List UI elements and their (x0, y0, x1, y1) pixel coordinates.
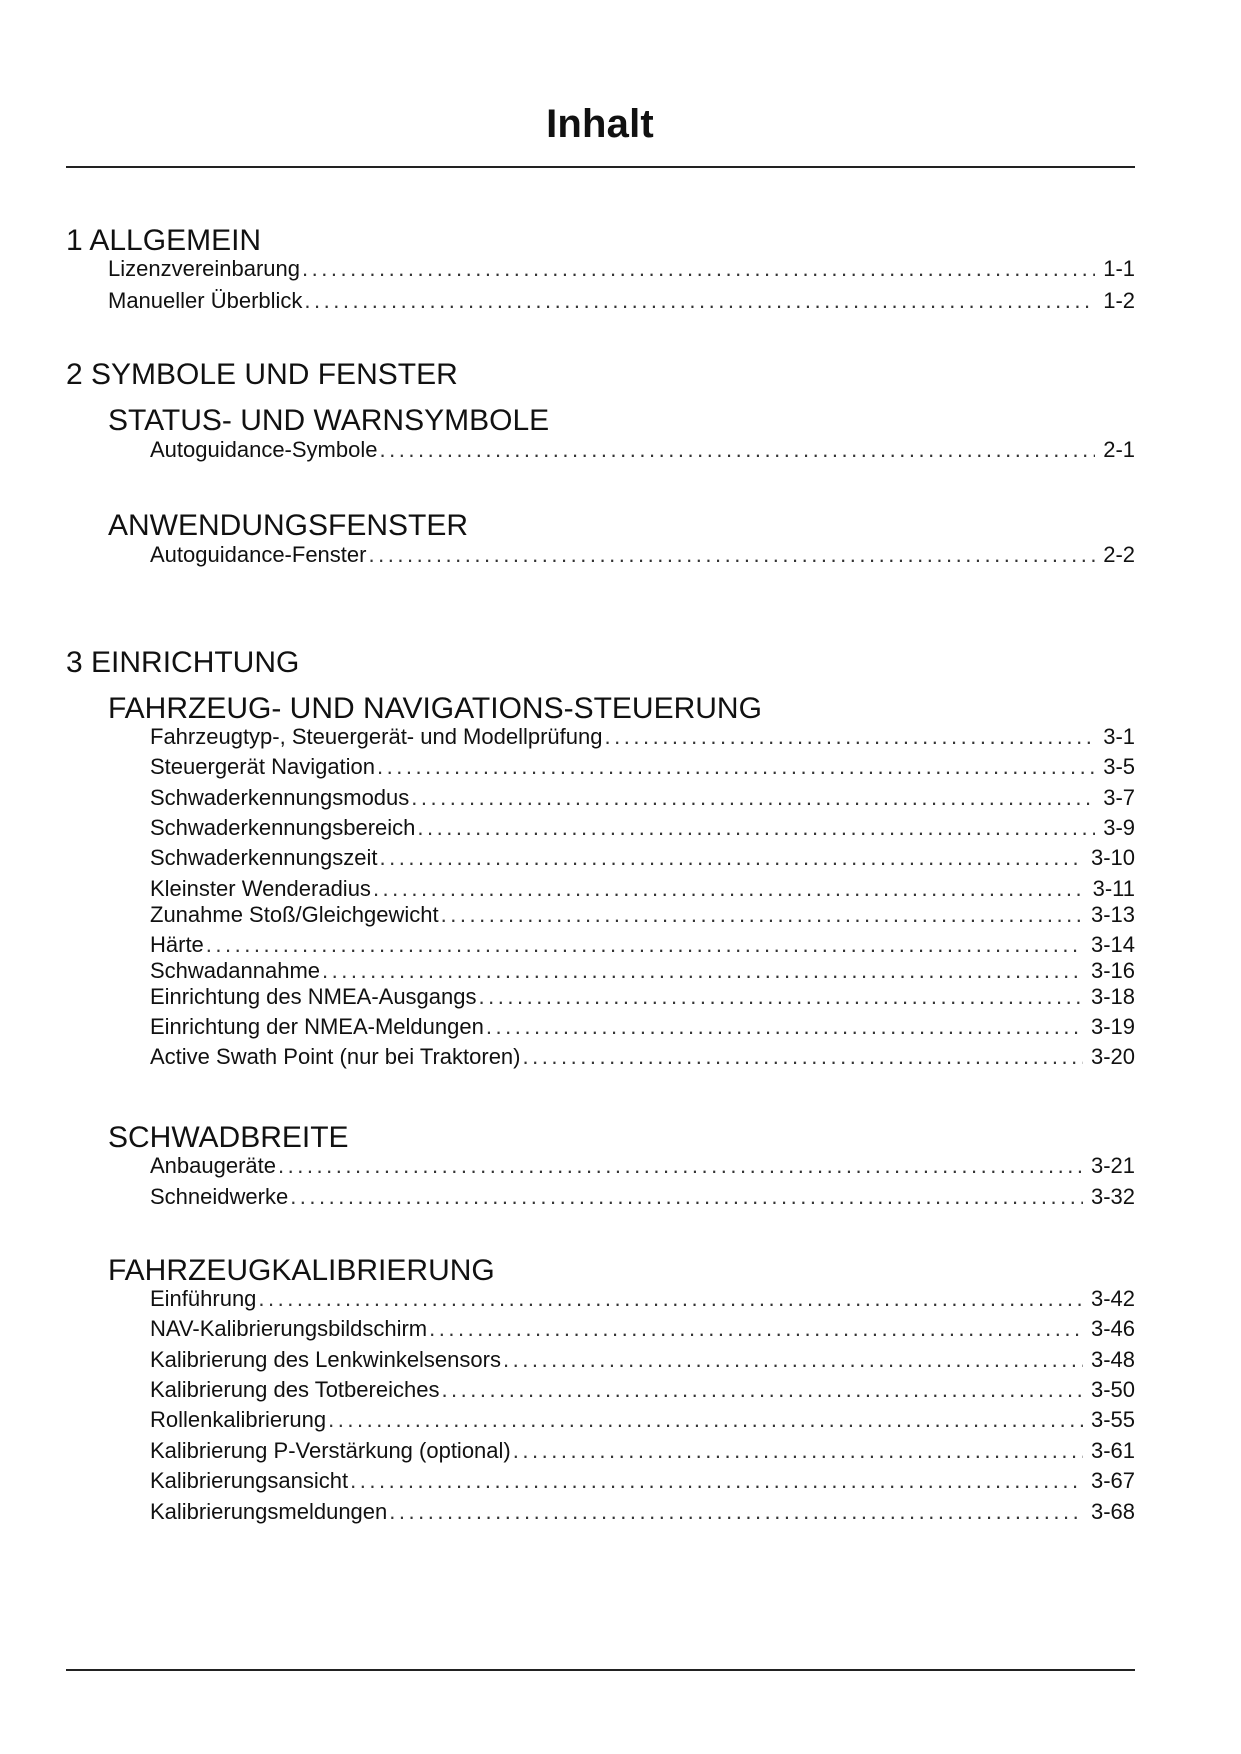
dot-leader (523, 1044, 1083, 1070)
toc-entry-label: Schneidwerke (150, 1184, 289, 1209)
dot-leader (290, 1184, 1083, 1210)
subsection-heading-schwadbreite: SCHWADBREITE (108, 1121, 349, 1154)
toc-entry-page: 3-48 (1090, 1347, 1135, 1372)
toc-entry[interactable] (150, 1347, 1135, 1373)
toc-entry-page: 3-21 (1090, 1153, 1135, 1178)
toc-entry[interactable] (108, 288, 1135, 314)
toc-entry[interactable] (150, 845, 1135, 871)
toc-entry-label: Kalibrierung des Lenkwinkelsensors (150, 1347, 501, 1372)
toc-entry-page: 3-55 (1090, 1407, 1135, 1432)
toc-entry-label: Anbaugeräte (150, 1153, 276, 1178)
toc-entry[interactable] (150, 984, 1135, 1010)
toc-entry-label: Kalibrierungsansicht (150, 1468, 349, 1493)
toc-entry-page: 1-1 (1103, 256, 1135, 281)
page-title: Inhalt (546, 102, 654, 146)
toc-entry-page: 3-19 (1090, 1014, 1135, 1039)
header-divider (66, 166, 1135, 168)
dot-leader (379, 437, 1095, 463)
toc-entry[interactable] (150, 724, 1135, 750)
dot-leader (417, 815, 1095, 841)
toc-entry[interactable] (150, 932, 1135, 958)
toc-entry-label: Rollenkalibrierung (150, 1407, 327, 1432)
section-heading-einrichtung: 3 EINRICHTUNG (66, 646, 300, 679)
dot-leader (328, 1407, 1083, 1433)
dot-leader (350, 1468, 1083, 1494)
toc-entry[interactable] (150, 1044, 1135, 1070)
toc-entry-page: 3-10 (1090, 845, 1135, 870)
toc-entry-page: 3-16 (1090, 958, 1135, 983)
toc-entry[interactable] (150, 1377, 1135, 1403)
toc-entry[interactable] (150, 1014, 1135, 1040)
toc-entry[interactable] (150, 1316, 1135, 1342)
toc-entry-page: 3-50 (1090, 1377, 1135, 1402)
toc-entry-page: 2-1 (1103, 437, 1135, 462)
dot-leader (373, 876, 1085, 902)
dot-leader (278, 1153, 1083, 1179)
toc-entry-page: 3-18 (1090, 984, 1135, 1009)
toc-entry-page: 3-7 (1103, 785, 1135, 810)
toc-entry-label: Autoguidance-Symbole (150, 437, 378, 462)
toc-entry[interactable] (150, 437, 1135, 463)
toc-entry-label: Einrichtung des NMEA-Ausgangs (150, 984, 477, 1009)
toc-entry-label: Fahrzeugtyp-, Steuergerät- und Modellprüfung (150, 724, 603, 749)
toc-entry-label: NAV-Kalibrierungsbildschirm (150, 1316, 428, 1341)
toc-entry-page: 3-14 (1090, 932, 1135, 957)
dot-leader (429, 1316, 1083, 1342)
dot-leader (379, 845, 1082, 871)
toc-entry-page: 3-9 (1103, 815, 1135, 840)
toc-entry[interactable] (150, 1153, 1135, 1179)
toc-entry-page: 3-46 (1090, 1316, 1135, 1341)
toc-entry-page: 3-32 (1090, 1184, 1135, 1209)
toc-entry-label: Steuergerät Navigation (150, 754, 376, 779)
toc-entry-page: 3-13 (1090, 902, 1135, 927)
toc-entry-label: Härte (150, 932, 204, 957)
toc-entry-label: Autoguidance-Fenster (150, 542, 367, 567)
section-heading-symbole: 2 SYMBOLE UND FENSTER (66, 358, 458, 391)
dot-leader (513, 1438, 1083, 1464)
toc-entry-label: Kalibrierungsmeldungen (150, 1499, 388, 1524)
toc-entry[interactable] (150, 785, 1135, 811)
toc-entry-page: 3-42 (1090, 1286, 1135, 1311)
toc-entry-page: 2-2 (1103, 542, 1135, 567)
toc-entry[interactable] (150, 1184, 1135, 1210)
toc-entry-label: Schwaderkennungszeit (150, 845, 378, 870)
dot-leader (389, 1499, 1083, 1525)
toc-entry-page: 3-1 (1103, 724, 1135, 749)
dot-leader (258, 1286, 1083, 1312)
dot-leader (503, 1347, 1083, 1373)
dot-leader (302, 256, 1095, 282)
toc-entry-page: 1-2 (1103, 288, 1135, 313)
dot-leader (368, 542, 1095, 568)
subsection-heading-status: STATUS- UND WARNSYMBOLE (108, 404, 550, 437)
dot-leader (441, 902, 1083, 928)
dot-leader (604, 724, 1095, 750)
toc-entry[interactable] (150, 1407, 1135, 1433)
toc-entry[interactable] (150, 542, 1135, 568)
toc-entry[interactable] (150, 958, 1135, 984)
toc-entry[interactable] (150, 1468, 1135, 1494)
toc-entry-label: Schwadannahme (150, 958, 321, 983)
toc-entry[interactable] (150, 815, 1135, 841)
toc-entry-label: Zunahme Stoß/Gleichgewicht (150, 902, 439, 927)
toc-entry[interactable] (150, 1286, 1135, 1312)
toc-entry-label: Manueller Überblick (108, 288, 303, 313)
toc-entry-page: 3-67 (1090, 1468, 1135, 1493)
dot-leader (441, 1377, 1083, 1403)
toc-entry-page: 3-11 (1092, 876, 1135, 901)
dot-leader (479, 984, 1083, 1010)
toc-entry-label: Kalibrierung P-Verstärkung (optional) (150, 1438, 511, 1463)
footer-divider (66, 1669, 1135, 1671)
toc-entry-page: 3-61 (1090, 1438, 1135, 1463)
toc-entry-label: Einführung (150, 1286, 257, 1311)
toc-entry-page: 3-20 (1090, 1044, 1135, 1069)
toc-entry-label: Lizenzvereinbarung (108, 256, 301, 281)
subsection-heading-kalibrierung: FAHRZEUGKALIBRIERUNG (108, 1254, 495, 1287)
toc-entry-label: Schwaderkennungsbereich (150, 815, 416, 840)
toc-entry[interactable] (108, 256, 1135, 282)
toc-entry[interactable] (150, 1499, 1135, 1525)
dot-leader (411, 785, 1095, 811)
toc-entry[interactable] (150, 1438, 1135, 1464)
toc-entry-label: Kleinster Wenderadius (150, 876, 371, 901)
dot-leader (486, 1014, 1083, 1040)
toc-entry[interactable] (150, 754, 1135, 780)
subsection-heading-anwendung: ANWENDUNGSFENSTER (108, 509, 469, 542)
toc-entry-label: Active Swath Point (nur bei Traktoren) (150, 1044, 521, 1069)
toc-entry-page: 3-5 (1103, 754, 1135, 779)
dot-leader (304, 288, 1095, 314)
dot-leader (206, 932, 1083, 958)
section-heading-allgemein: 1 ALLGEMEIN (66, 224, 262, 257)
toc-entry-label: Einrichtung der NMEA-Meldungen (150, 1014, 484, 1039)
toc-entry-page: 3-68 (1090, 1499, 1135, 1524)
toc-entry[interactable] (150, 876, 1135, 902)
dot-leader (377, 754, 1095, 780)
toc-entry-label: Kalibrierung des Totbereiches (150, 1377, 440, 1402)
subsection-heading-fahrzeug-navigation: FAHRZEUG- UND NAVIGATIONS-STEUERUNG (108, 692, 762, 725)
toc-entry[interactable] (150, 902, 1135, 928)
toc-entry-label: Schwaderkennungsmodus (150, 785, 410, 810)
dot-leader (322, 958, 1083, 984)
